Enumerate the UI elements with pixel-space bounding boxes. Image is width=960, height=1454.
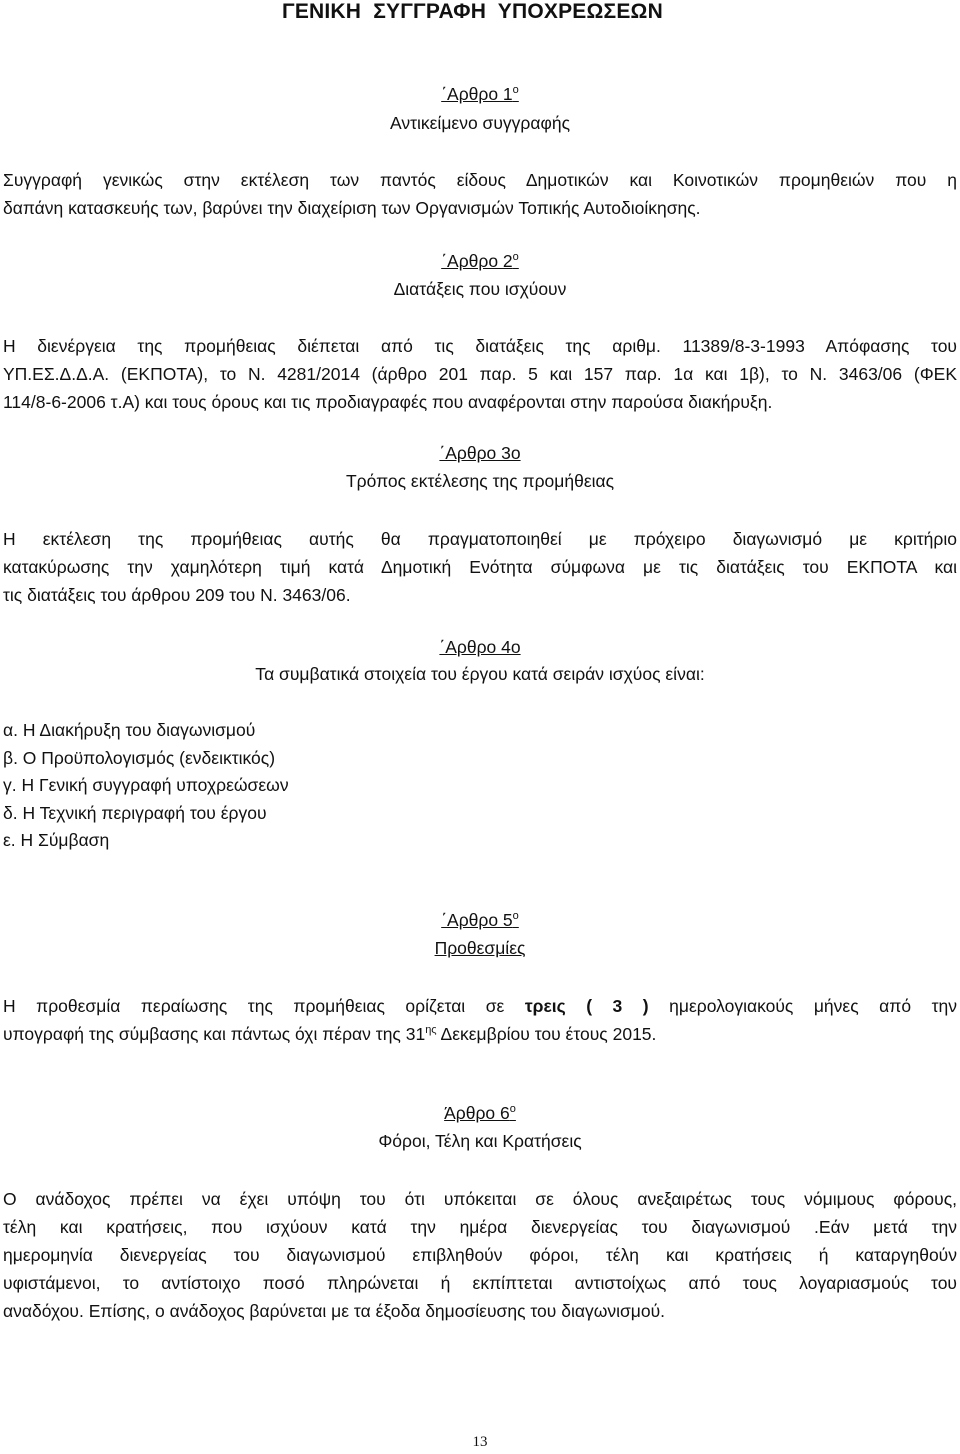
list-item: α. Η Διακήρυξη του διαγωνισμού — [3, 720, 256, 740]
article-1-heading: ΄Αρθρο $1^o$ — [441, 84, 519, 104]
article-2-paragraph: Η διενέργεια της προμήθειας διέπεται από τις διατάξεις της αριθμ. 11389/8-3-1993 Απόφασης του ΥΠ.ΕΣ.Δ.Δ.Α. (ΕΚΠΟΤΑ), το Ν. 4281/2014 (άρθρο 201 παρ. 5 και 157 παρ. 1α και 1β), το Ν. 3463/06 (ΦΕΚ 114/8-6-2006 τ.Α) και τους όρους και τις προδιαγραφές που αναφέρονται στην παρούσα διακήρυξη. — [3, 336, 957, 412]
article-4-heading: ΄Αρθρο 4ο — [439, 637, 521, 657]
article-4-subtitle: Τα συμβατικά στοιχεία του έργου κατά σειράν ισχύος είναι: — [255, 664, 705, 684]
page-number: 13 — [472, 1434, 488, 1450]
list-item: δ. Η Τεχνική περιγραφή του έργου — [3, 802, 267, 823]
article-3-paragraph: Η εκτέλεση της προμήθειας αυτής θα πραγματοποιηθεί με πρόχειρο διαγωνισμό με κριτήριο κατακύρωσης την χαμηλότερη τιμή κατά Δημοτική Ενότητα σύμφωνα με τις διατάξεις του ΕΚΠΟΤΑ και τις διατάξεις του άρθρου 209 του Ν. 3463/06. — [3, 529, 957, 605]
article-2-heading: ΄Αρθρο $2^o$ — [441, 251, 519, 271]
article-2-subtitle: Διατάξεις που ισχύουν — [393, 279, 567, 299]
article-3-subtitle: Τρόπος εκτέλεσης της προμήθειας — [345, 471, 615, 491]
list-item: ε. Η Σύμβαση — [3, 830, 110, 850]
article-6-heading: Άρθρο $6^o$ — [444, 1103, 516, 1123]
document-title: ΓΕΝΙΚΗ ΣΥΓΓΡΑΦΗ ΥΠΟΧΡΕΩΣΕΩΝ — [282, 0, 663, 23]
article-6-subtitle: Φόροι, Τέλη και Κρατήσεις — [378, 1131, 582, 1151]
article-5-heading: ΄Αρθρο $5^o$ — [441, 910, 519, 930]
list-item: β. Ο Προϋπολογισμός (ενδεικτικός) — [3, 747, 276, 768]
article-3-heading: ΄Αρθρο 3ο — [439, 443, 521, 463]
article-5-subtitle: Προθεσμίες — [434, 938, 526, 958]
list-item: γ. Η Γενική συγγραφή υποχρεώσεων — [3, 775, 289, 795]
article-1-paragraph: Συγγραφή γενικώς στην εκτέλεση των παντός είδους Δημοτικών και Κοινοτικών προμηθειών που η δαπάνη κατασκευής των, βαρύνει την διαχείριση των Οργανισμών Τοπικής Αυτοδιοίκησης. — [3, 170, 957, 218]
article-5-paragraph: Η προθεσμία περαίωσης της προμήθειας ορίζεται σε τρεις ( 3 ) ημερολογιακούς μήνες από την υπογραφή της σύμβασης και πάντως όχι πέραν της $31^{\eta\varsigma}$ Δεκεμβρίου του έτους 2015. — [3, 996, 957, 1044]
contract-elements-list — [3, 717, 289, 855]
article-6-paragraph: Ο ανάδοχος πρέπει να έχει υπόψη του ότι υπόκειται σε όλους ανεξαιρέτως τους νόμιμους φόρους, τέλη και κρατήσεις, που ισχύουν κατά την ημέρα διενεργείας του διαγωνισμού .Εάν μετά την ημερομηνία διενεργείας του διαγωνισμού επιβληθούν φόροι, τέλη και κρατήσεις ή καταργηθούν υφιστάμενοι, το αντίστοιχο ποσό πληρώνεται ή εκπίπτεται αντιστοίχως από τους λογαριασμούς του αναδόχου. Επίσης, ο ανάδοχος βαρύνεται με τα έξοδα δημοσίευσης του διαγωνισμού. — [3, 1189, 957, 1321]
article-1-subtitle: Αντικείμενο συγγραφής — [389, 113, 571, 133]
